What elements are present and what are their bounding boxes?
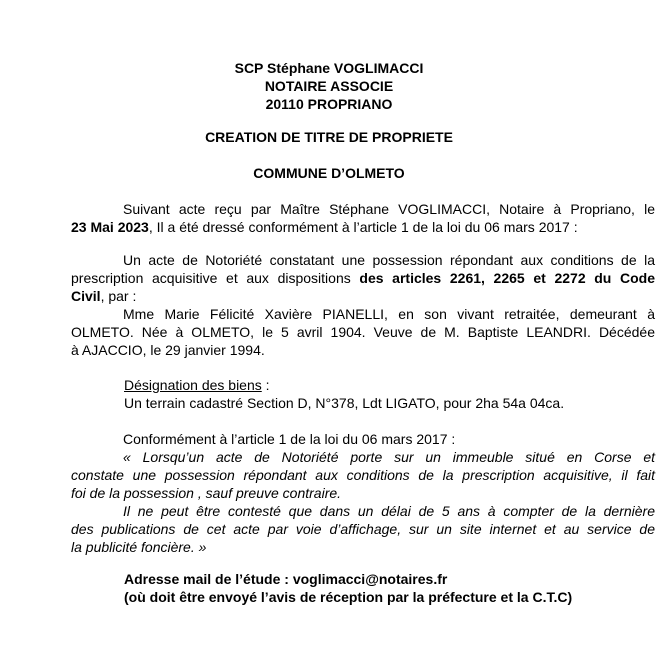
commune-heading: COMMUNE D’OLMETO [253, 165, 405, 181]
office-header [0, 59, 658, 113]
notoriete-code-civil: Civil [71, 288, 101, 304]
notoriete-line-3-rest: , par : [100, 288, 137, 304]
office-name: SCP Stéphane VOGLIMACCI [234, 60, 424, 76]
quote-1-line-1: « Lorsqu’un acte de Notoriété porte sur un immeuble situé en Corse et [123, 449, 655, 465]
notoriete-articles: des articles 2261, 2265 et 2272 du Code [359, 270, 656, 286]
loi-intro: Conformément à l’article 1 de la loi du 06 mars 2017 : [123, 431, 456, 447]
document-title: CREATION DE TITRE DE PROPRIETE [205, 129, 453, 145]
notoriete-line-2 [71, 269, 655, 287]
notoriete-line-1: Un acte de Notoriété constatant une possession répondant aux conditions de la [123, 252, 655, 268]
quote-2-line-2: des publications de cet acte par voie d’affichage, sur un site internet et au service de [71, 521, 655, 537]
contact-section [124, 570, 658, 606]
designation-section [124, 376, 655, 412]
person-line-3: à AJACCIO, le 29 janvier 1994. [71, 342, 265, 358]
designation-heading [124, 376, 655, 394]
quote-2-line-3: la publicité foncière. » [71, 539, 207, 555]
designation-colon: : [261, 377, 270, 393]
acte-date: 23 Mai 2023 [71, 219, 149, 235]
paragraph-notoriete [71, 251, 655, 359]
contact-email-line: Adresse mail de l’étude : voglimacci@notaires.fr [124, 571, 448, 587]
person-line-2: OLMETO. Née à OLMETO, le 5 avril 1904. Veuve de M. Baptiste LEANDRI. Décédée [71, 324, 655, 340]
contact-note-line: (où doit être envoyé l’avis de réception par la préfecture et la C.T.C) [124, 589, 573, 605]
paragraph-acte [71, 200, 655, 236]
acte-line-1: Suivant acte reçu par Maître Stéphane VOGLIMACCI, Notaire à Propriano, le [123, 201, 655, 217]
quote-1-line-2: constate une possession répondant aux conditions de la prescription acquisitive, il fait [71, 467, 655, 483]
designation-label: Désignation des biens [124, 377, 262, 393]
acte-line-2-rest: , Il a été dressé conformément à l’article 1 de la loi du 06 mars 2017 : [148, 219, 578, 235]
notoriete-line-2-pre: prescription acquisitive et aux dispositions [71, 270, 360, 286]
notoriete-line-3 [71, 287, 655, 305]
person-line-1: Mme Marie Félicité Xavière PIANELLI, en son vivant retraitée, demeurant à [123, 306, 655, 322]
acte-line-2 [71, 218, 655, 236]
designation-text: Un terrain cadastré Section D, N°378, Ldt LIGATO, pour 2ha 54a 04ca. [124, 395, 565, 411]
quote-1-line-3: foi de la possession , sauf preuve contraire. [71, 485, 342, 501]
office-role: NOTAIRE ASSOCIE [264, 78, 394, 94]
paragraph-loi [71, 430, 655, 556]
office-city: 20110 PROPRIANO [265, 96, 393, 112]
quote-2-line-1: Il ne peut être contesté que dans un délai de 5 ans à compter de la dernière [123, 503, 655, 519]
